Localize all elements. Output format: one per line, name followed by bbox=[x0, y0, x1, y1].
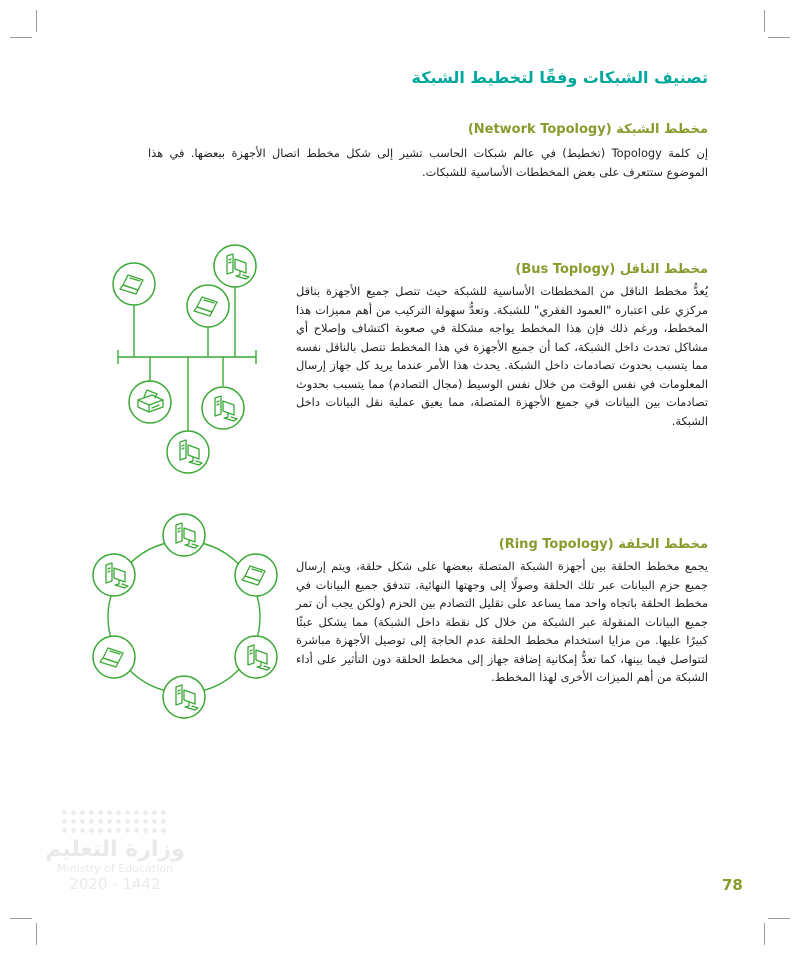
watermark-english: Ministry of Education bbox=[56, 862, 173, 875]
laptop-node bbox=[93, 636, 135, 678]
crop-mark bbox=[10, 918, 32, 919]
crop-mark bbox=[36, 10, 37, 32]
ministry-watermark bbox=[40, 808, 190, 913]
ring-topology-diagram bbox=[90, 505, 280, 725]
desktop-node bbox=[235, 636, 277, 678]
desktop-node bbox=[167, 431, 209, 473]
ring-topology-paragraph: يجمع مخطط الحلقة بين أجهزة الشبكة المتصلة ببعضها على شكل حلقة، ويتم إرسال جميع حزم البيانات عبر تلك الحلقة وصولًا إلى وجهتها النهائية. تتدفق جميع البيانات في مخطط الحلقة باتجاه واحد مما يساعد على تقليل التصادم بين الحزم (ولكن يجب أن تمر جميع البيانات المنقولة عبر الشبكة من خلال كل نقطة داخل الشبكة) مما يشكل عبئًا كبيرًا عليها. من مزايا استخدام مخطط الحلقة عدم الحاجة إلى توصيل الأجهزة مباشرة لتتواصل فيما بينها، كما تعدُّ إمكانية إضافة جهاز إلى مخطط الحلقة دون التأثير على أداء الشبكة من أهم الميزات الأخرى لهذا المخطط. bbox=[296, 559, 708, 684]
desktop-node bbox=[163, 514, 205, 556]
network-topology-paragraph: إن كلمة Topology (تخطيط) في عالم شبكات الحاسب تشير إلى شكل مخطط اتصال الأجهزة ببعضها. في هذا الموضوع ستتعرف على بعض المخططات الأساسية للشبكات. bbox=[148, 146, 708, 179]
page-title: تصنيف الشبكات وفقًا لتخطيط الشبكة bbox=[411, 68, 708, 87]
network-topology-heading: مخطط الشبكة (Network Topology) bbox=[467, 122, 708, 137]
desktop-node bbox=[163, 676, 205, 718]
watermark-dots bbox=[60, 808, 170, 834]
bus-topology-heading: مخطط الناقل (Bus Toplogy) bbox=[515, 262, 708, 277]
crop-mark bbox=[36, 923, 37, 945]
page-number: 78 bbox=[722, 876, 743, 894]
laptop-node bbox=[187, 285, 229, 327]
desktop-node bbox=[202, 387, 244, 429]
desktop-node bbox=[214, 245, 256, 287]
crop-mark bbox=[768, 37, 790, 38]
laptop-node bbox=[113, 263, 155, 305]
bus-topology-paragraph: يُعدُّ مخطط الناقل من المخططات الأساسية للشبكة حيث تتصل جميع الأجهزة بناقل مركزي على اعتباره "العمود الفقري" للشبكة. وتعدُّ سهولة التركيب من أهم مميزات هذا المخطط، ورغم ذلك فإن هذا المخطط يواجه مشكلة في صعوبة اكتشاف وإصلاح أي مشاكل تحدث داخل الشبكة، كما أن جميع الأجهزة في هذا المخطط تتصل بالناقل نفسه مما يتسبب بحدوث تصادمات داخل الشبكة. يحدث هذا الأمر عندما يريد كل جهاز إرسال المعلومات في نفس الوقت من خلال نفس الوسيط (مجال التصادم) مما يتسبب بحدوث تصادمات بين البيانات في جميع الأجهزة المتصلة، مما يعيق عملية نقل البيانات داخل الشبكة. bbox=[296, 284, 708, 428]
ring-topology-heading: مخطط الحلقة (Ring Topology) bbox=[498, 537, 708, 552]
desktop-node bbox=[93, 554, 135, 596]
watermark-year: 2020 - 1442 bbox=[69, 875, 161, 893]
laptop-node bbox=[235, 554, 277, 596]
crop-mark bbox=[764, 923, 765, 945]
crop-mark bbox=[768, 918, 790, 919]
watermark-arabic: وزارة التعليم bbox=[45, 837, 185, 862]
crop-mark bbox=[764, 10, 765, 32]
bus-topology-diagram bbox=[90, 236, 270, 481]
printer-node bbox=[129, 381, 171, 423]
crop-mark bbox=[10, 37, 32, 38]
